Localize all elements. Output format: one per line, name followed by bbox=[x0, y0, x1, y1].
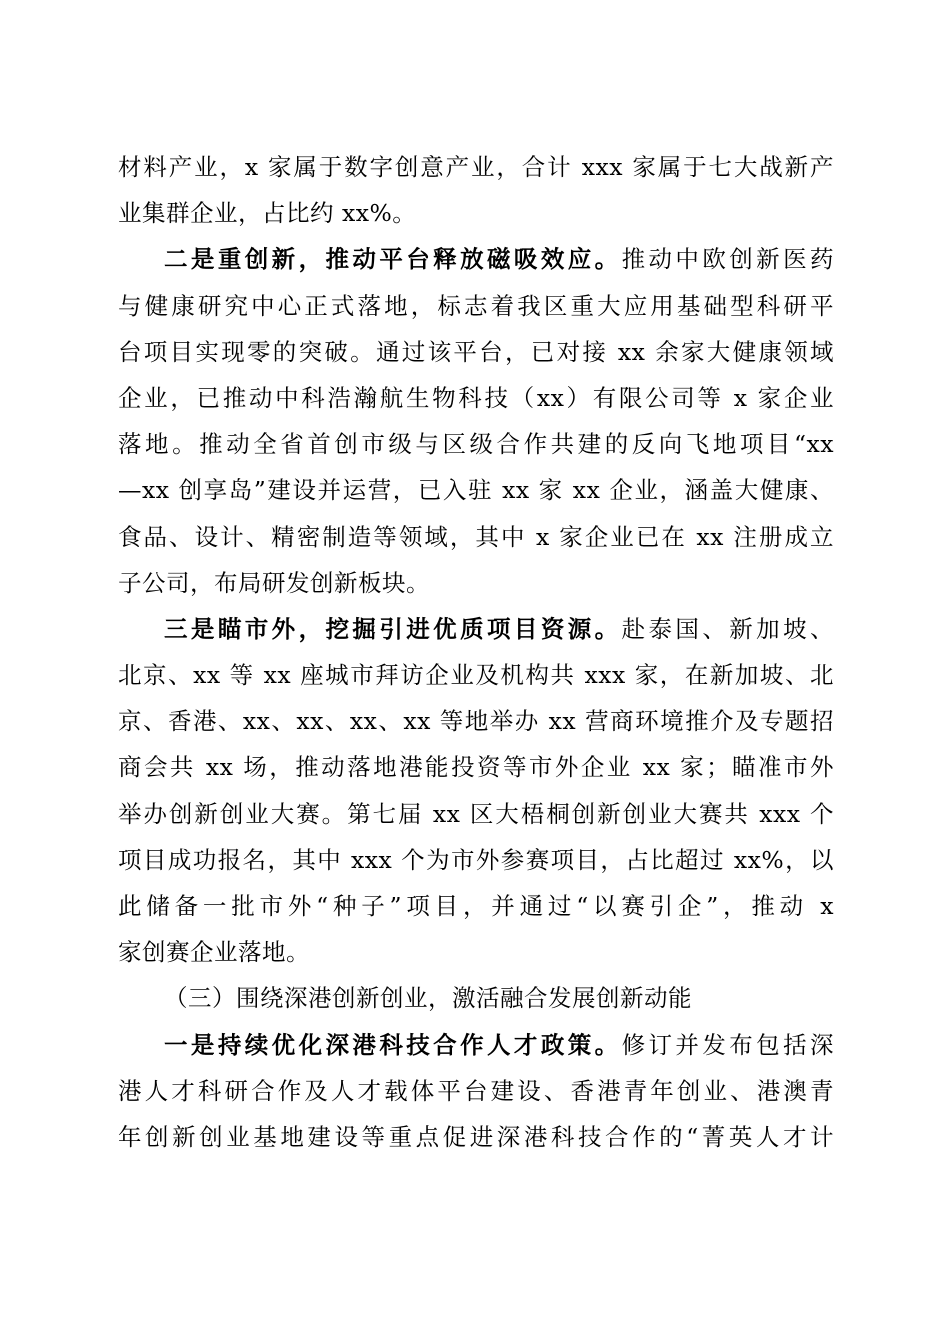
paragraph-start bbox=[0, 236, 834, 282]
text-run: 赴泰国、新加坡、 bbox=[621, 614, 835, 643]
text-line: 此储备一批市外“种子”项目，并通过“以赛引企”，推动 x bbox=[118, 892, 834, 920]
paragraph-lead: 一是持续优化深港科技合作人才政策。 bbox=[164, 1030, 622, 1059]
text-line: 与健康研究中心正式落地，标志着我区重大应用基础型科研平 bbox=[118, 291, 834, 320]
text-line: 家创赛企业落地。 bbox=[118, 938, 310, 967]
text-line: 京、香港、xx、xx、xx、xx 等地举办 xx 营商环境推介及专题招 bbox=[118, 707, 834, 736]
text-line: 企业，已推动中科浩瀚航生物科技（xx）有限公司等 x 家企业 bbox=[118, 383, 834, 412]
text-line: —xx 创享岛”建设并运营，已入驻 xx 家 xx 企业，涵盖大健康、 bbox=[118, 476, 834, 505]
text-line: 子公司，布局研发创新板块。 bbox=[118, 568, 430, 597]
text-run: 修订并发布包括深 bbox=[621, 1030, 835, 1059]
section-heading: （三）围绕深港创新创业，激活融合发展创新动能 bbox=[164, 984, 692, 1013]
text-line: 年创新创业基地建设等重点促进深港科技合作的“菁英人才计 bbox=[118, 1122, 834, 1151]
text-line: 北京、xx 等 xx 座城市拜访企业及机构共 xxx 家，在新加坡、北 bbox=[118, 661, 834, 690]
text-run: 推动中欧创新医药 bbox=[621, 245, 835, 274]
text-line: 港人才科研合作及人才载体平台建设、香港青年创业、港澳青 bbox=[118, 1076, 834, 1105]
paragraph-lead: 二是重创新，推动平台释放磁吸效应。 bbox=[164, 245, 622, 274]
body-text bbox=[0, 144, 950, 1160]
text-line: 台项目实现零的突破。通过该平台，已对接 xx 余家大健康领域 bbox=[118, 337, 834, 366]
text-line: 举办创新创业大赛。第七届 xx 区大梧桐创新创业大赛共 xxx 个 bbox=[118, 799, 834, 828]
text-line: 落地。推动全省首创市级与区级合作共建的反向飞地项目“xx bbox=[118, 430, 834, 459]
text-line: 业集群企业，占比约 xx%。 bbox=[118, 199, 417, 228]
text-line: 商会共 xx 场，推动落地港能投资等市外企业 xx 家；瞄准市外 bbox=[118, 753, 834, 782]
paragraph-lead: 三是瞄市外，挖掘引进优质项目资源。 bbox=[164, 614, 622, 643]
text-line: 食品、设计、精密制造等领域，其中 x 家企业已在 xx 注册成立 bbox=[118, 522, 834, 551]
paragraph-start bbox=[0, 1022, 834, 1068]
text-line: 材料产业，x 家属于数字创意产业，合计 xxx 家属于七大战新产 bbox=[118, 153, 834, 181]
text-line: 项目成功报名，其中 xxx 个为市外参赛项目，占比超过 xx%，以 bbox=[118, 845, 834, 874]
paragraph-start bbox=[0, 606, 834, 652]
